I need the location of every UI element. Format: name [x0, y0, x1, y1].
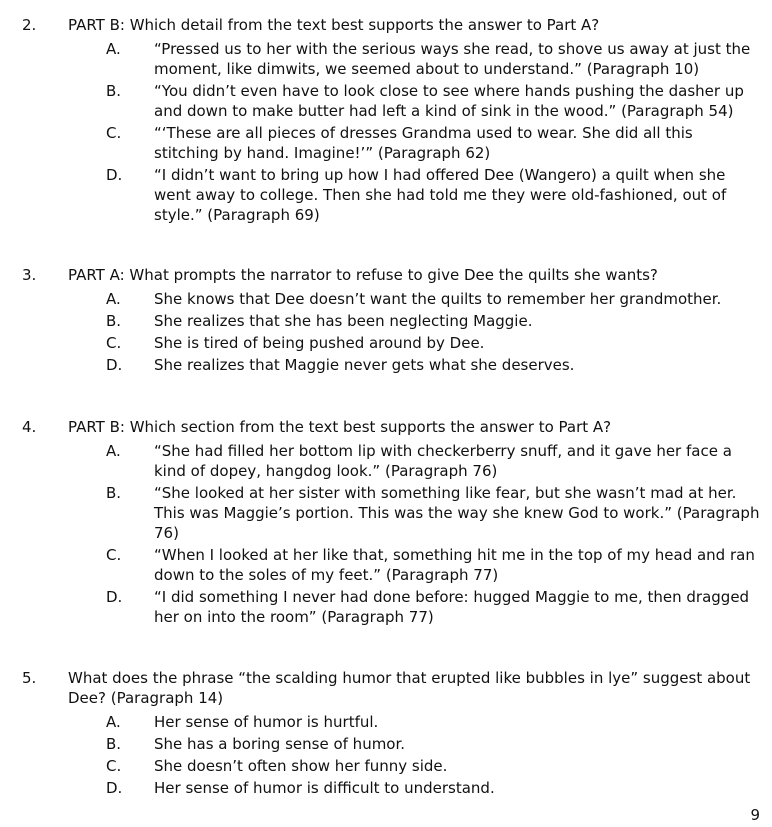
- choice-letter: C.: [106, 334, 122, 352]
- answer-choice-c[interactable]: [0, 545, 772, 585]
- choice-text: “‘These are all pieces of dresses Grandma used to wear. She did all this stitching by hand. Imagine!’” (Paragraph 62): [154, 124, 693, 162]
- question-stem: PART B: Which detail from the text best supports the answer to Part A?: [68, 16, 600, 34]
- choice-text: “Pressed us to her with the serious ways she read, to shove us away at just the moment, like dimwits, we seemed about to understand.” (Paragraph 10): [154, 40, 751, 78]
- choice-text: “When I looked at her like that, something hit me in the top of my head and ran down to the soles of my feet.” (Paragraph 77): [154, 546, 755, 584]
- choice-text: She has a boring sense of humor.: [154, 735, 406, 753]
- answer-choices: [0, 441, 772, 629]
- choice-letter: A.: [106, 290, 121, 308]
- choice-text: “She looked at her sister with something like fear, but she wasn’t mad at her. This was Maggie’s portion. This was the way she knew God to work.” (Paragraph 76): [154, 484, 760, 542]
- answer-choice-d[interactable]: [0, 355, 772, 375]
- question-number: 4.: [22, 418, 37, 436]
- question-stem: PART B: Which section from the text best supports the answer to Part A?: [68, 418, 612, 436]
- question-number: 2.: [22, 16, 37, 34]
- choice-text: “I didn’t want to bring up how I had offered Dee (Wangero) a quilt when she went away to college. Then she had told me they were old-fashioned, out of style.” (Paragraph 69): [154, 166, 727, 224]
- choice-text: “You didn’t even have to look close to see where hands pushing the dasher up and down to make butter had left a kind of sink in the wood.” (Paragraph 54): [154, 82, 744, 120]
- answer-choice-c[interactable]: [0, 756, 772, 776]
- answer-choice-a[interactable]: [0, 289, 772, 309]
- answer-choice-b[interactable]: [0, 483, 772, 543]
- answer-choice-d[interactable]: [0, 778, 772, 798]
- choice-letter: B.: [106, 82, 122, 100]
- choice-letter: A.: [106, 40, 121, 58]
- choice-letter: C.: [106, 124, 122, 142]
- answer-choices: [0, 39, 772, 227]
- answer-choice-d[interactable]: [0, 165, 772, 225]
- answer-choice-a[interactable]: [0, 441, 772, 481]
- page-number: 9: [750, 806, 760, 824]
- question-number: 5.: [22, 669, 37, 687]
- choice-letter: A.: [106, 442, 121, 460]
- answer-choices: [0, 712, 772, 800]
- choice-letter: D.: [106, 356, 123, 374]
- answer-choice-a[interactable]: [0, 39, 772, 79]
- choice-letter: D.: [106, 779, 123, 797]
- answer-choice-b[interactable]: [0, 311, 772, 331]
- choice-text: She knows that Dee doesn’t want the quilts to remember her grandmother.: [154, 290, 722, 308]
- answer-choices: [0, 289, 772, 377]
- question-number: 3.: [22, 266, 37, 284]
- answer-choice-b[interactable]: [0, 734, 772, 754]
- answer-choice-b[interactable]: [0, 81, 772, 121]
- choice-text: “She had filled her bottom lip with checkerberry snuff, and it gave her face a kind of dopey, hangdog look.” (Paragraph 76): [154, 442, 732, 480]
- choice-text: She realizes that Maggie never gets what she deserves.: [154, 356, 575, 374]
- choice-text: Her sense of humor is hurtful.: [154, 713, 379, 731]
- choice-letter: D.: [106, 166, 123, 184]
- choice-text: “I did something I never had done before: hugged Maggie to me, then dragged her on into the room” (Paragraph 77): [154, 588, 750, 626]
- choice-text: She doesn’t often show her funny side.: [154, 757, 448, 775]
- question-stem: PART A: What prompts the narrator to refuse to give Dee the quilts she wants?: [68, 266, 658, 284]
- choice-letter: C.: [106, 546, 122, 564]
- question-stem: What does the phrase “the scalding humor that erupted like bubbles in lye” suggest about Dee? (Paragraph 14): [68, 669, 751, 707]
- choice-letter: B.: [106, 484, 122, 502]
- choice-text: She is tired of being pushed around by Dee.: [154, 334, 485, 352]
- choice-text: Her sense of humor is difficult to understand.: [154, 779, 495, 797]
- choice-letter: B.: [106, 312, 122, 330]
- answer-choice-d[interactable]: [0, 587, 772, 627]
- choice-text: She realizes that she has been neglecting Maggie.: [154, 312, 533, 330]
- choice-letter: B.: [106, 735, 122, 753]
- answer-choice-c[interactable]: [0, 333, 772, 353]
- answer-choice-c[interactable]: [0, 123, 772, 163]
- answer-choice-a[interactable]: [0, 712, 772, 732]
- choice-letter: A.: [106, 713, 121, 731]
- choice-letter: C.: [106, 757, 122, 775]
- choice-letter: D.: [106, 588, 123, 606]
